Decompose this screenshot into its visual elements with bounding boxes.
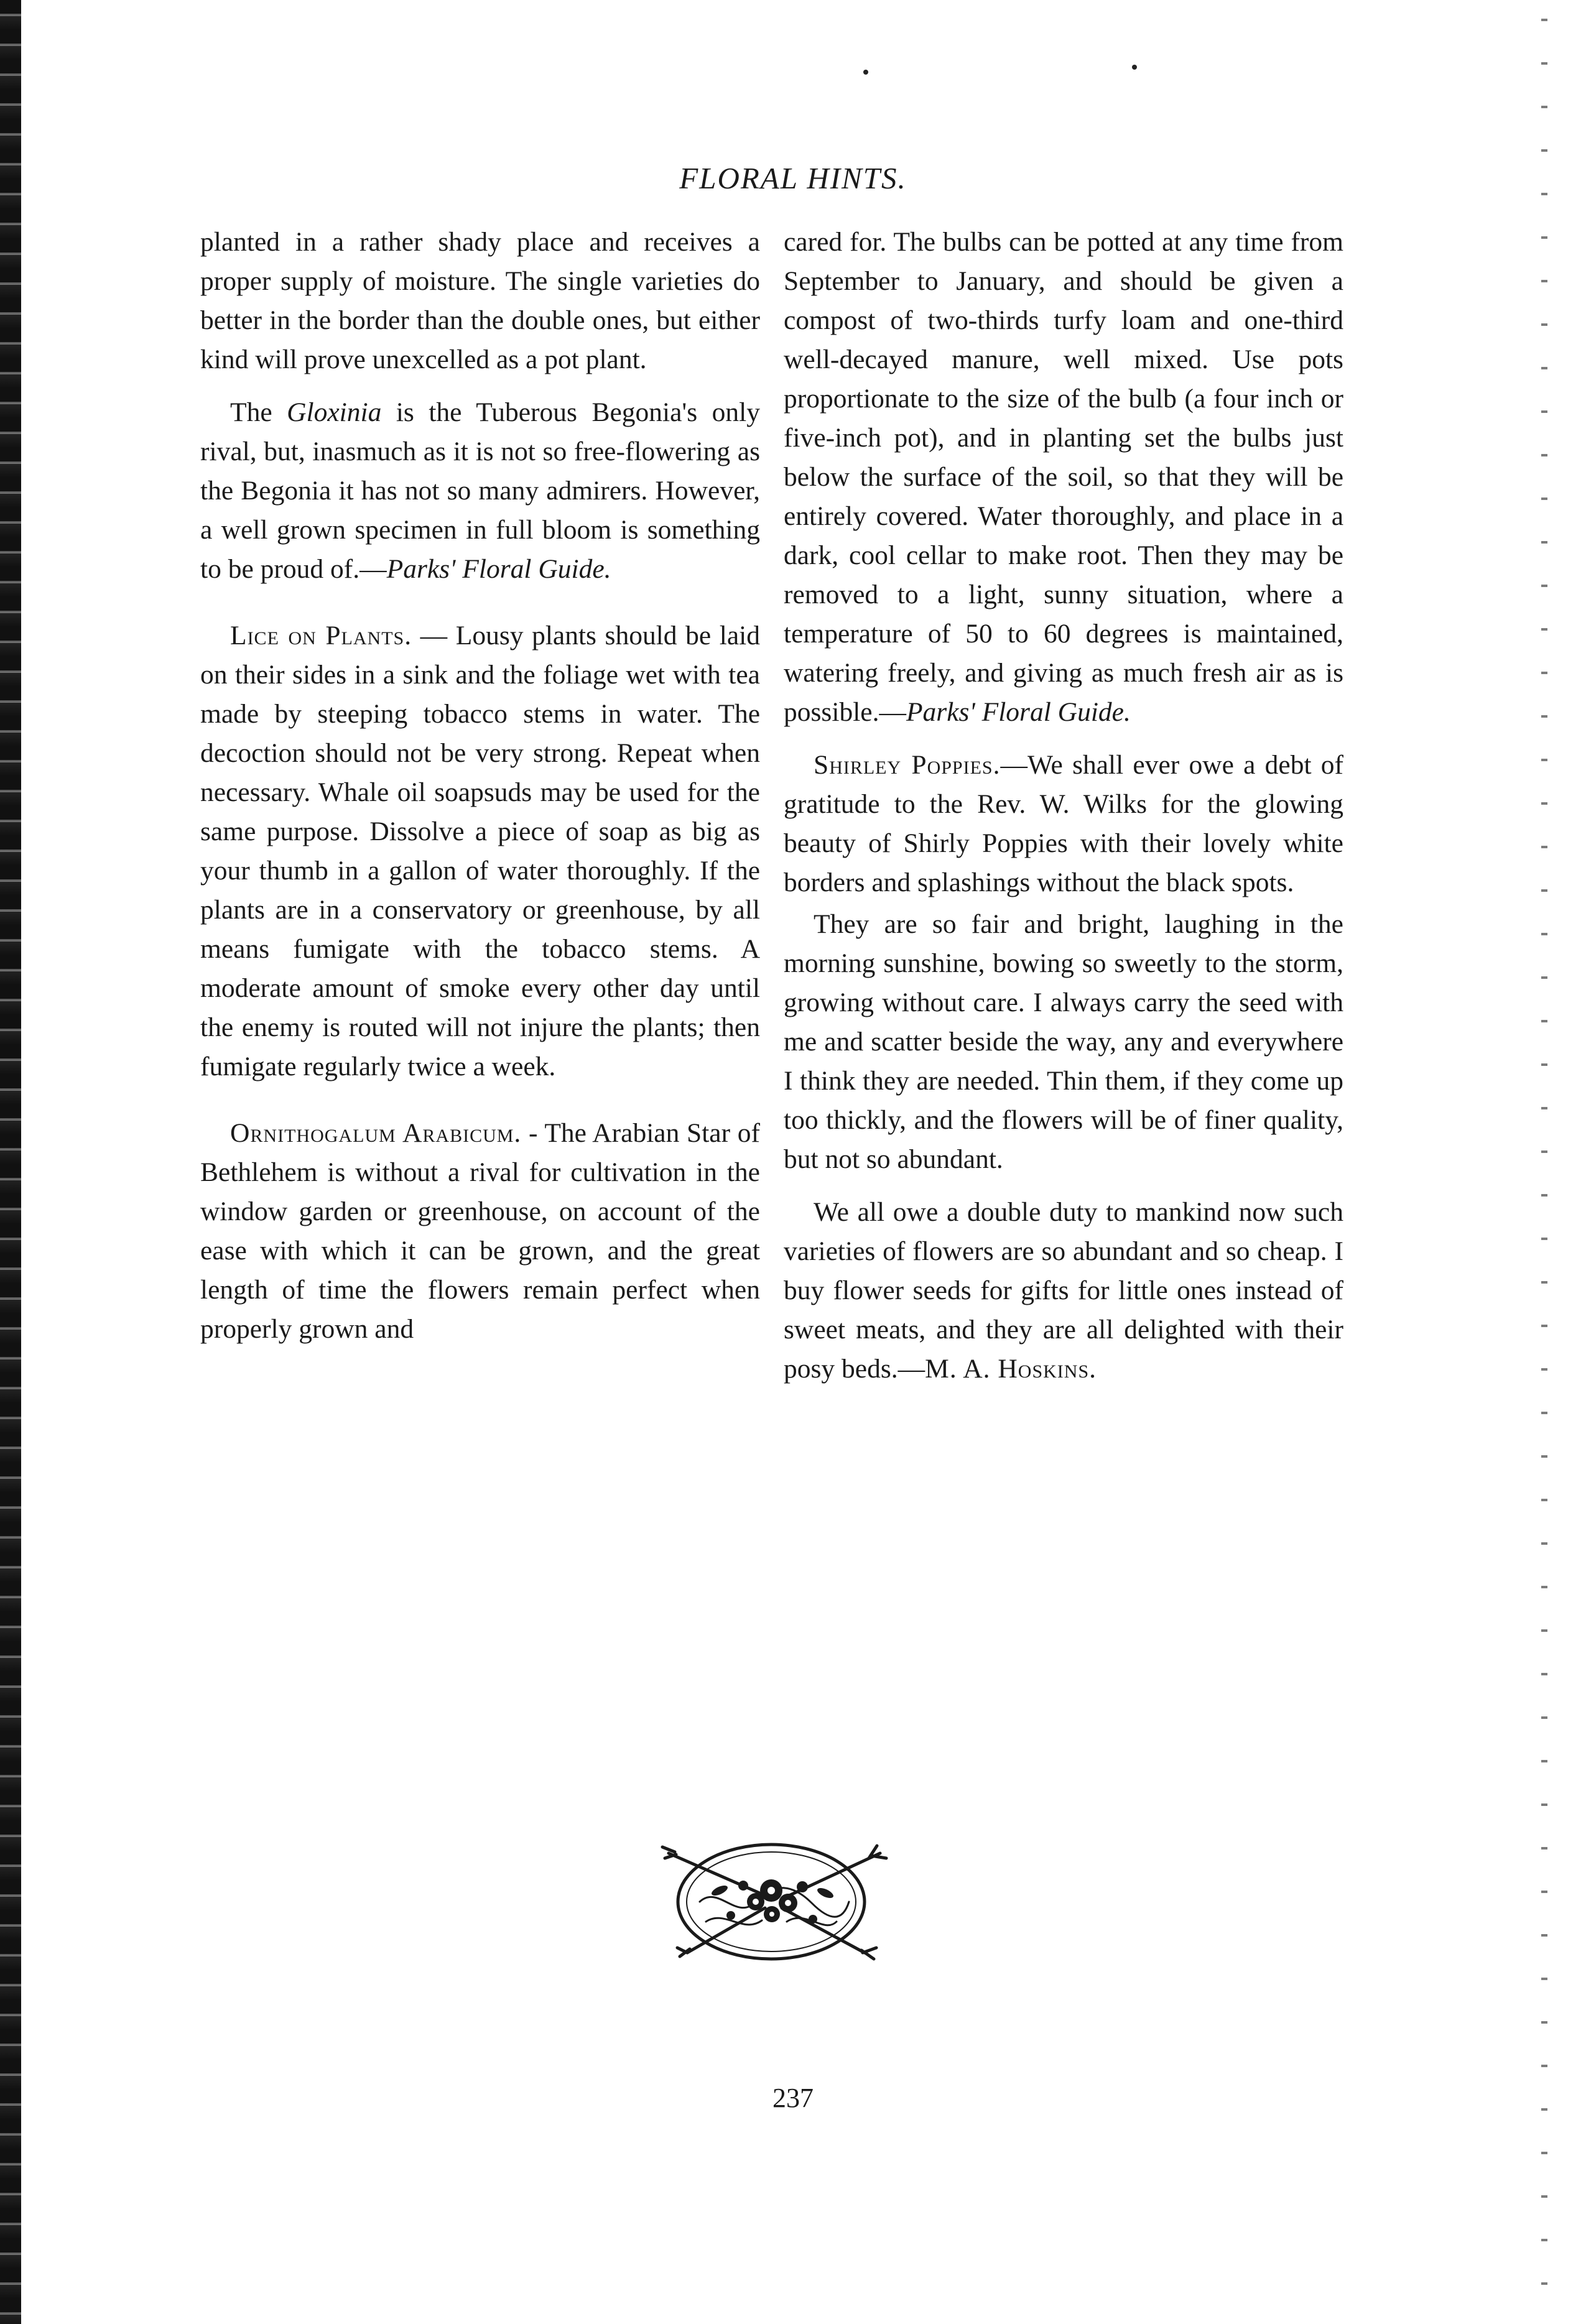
scan-edge-right — [1541, 0, 1547, 2324]
paragraph-lice-on-plants: Lice on Plants. — Lousy plants should be laid on their sides in a sink and the foliage wet with tea made by steeping tobacco stems in water. The decoction should not be very strong. Repeat when necessary. Whale oil soapsuds may be used for the same purpose. Dissolve a piece of soap as big as your thumb in a gallon of water thoroughly. If the plants are in a conservatory or greenhouse, by all means fumigate with the tobacco stems. A moderate amount of smoke every other day until the enemy is routed will not injure the plants; then fumigate regularly twice a week. — [200, 621, 760, 1081]
section-heading-lice: Lice on Plants. — [230, 621, 412, 650]
paragraph-gloxinia: The Gloxinia is the Tuberous Begonia's only rival, but, inasmuch as it is not so free-flowering as the Begonia it has not so many admirers. However, a well grown specimen in full bloom is something to be proud of.—Parks' Floral Guide. — [200, 397, 760, 584]
page-number: 237 — [772, 2083, 814, 2113]
paragraph-bulbs: cared for. The bulbs can be potted at any time from September to January, and should be given a compost of two-thirds turfy loam and one-third well-decayed manure, well mixed. Use pots proportionate to the size of the bulb (a four inch or five-inch pot), and in planting set the bulbs just below the surface of the soil, so that they will be entirely covered. Water thoroughly, and place in a dark, cool cellar to make root. Then they may be removed to a light, sunny situation, where a temperature of 50 to 60 degrees is maintained, watering freely, and giving as much fresh air as is possible.—Parks' Floral Guide. — [784, 227, 1343, 727]
scan-edge-left — [0, 0, 21, 2324]
section-heading-ornithogalum: Ornithogalum Arabicum. — [230, 1118, 522, 1148]
paragraph-ornithogalum: Ornithogalum Arabicum. - The Arabian Star of Bethlehem is without a rival for cultivation in the window garden or greenhouse, on account of the ease with which it can be grown, and the great length of time the flowers remain perfect when properly grown and — [200, 1118, 760, 1344]
paragraph-fair-and-bright: They are so fair and bright, laughing in the morning sunshine, bowing so sweetly to the storm, growing without care. I always carry the seed with me and scatter beside the way, any and everywhere I think they are needed. Thin them, if they come up too thickly, and the flowers will be of finer quality, but not so abundant. — [784, 909, 1343, 1174]
speck-mark — [863, 70, 868, 75]
paragraph-shirley-poppies: Shirley Poppies.—We shall ever owe a debt of gratitude to the Rev. W. Wilks for the glowing beauty of Shirly Poppies with their lovely white borders and splashings without the black spots. — [784, 750, 1343, 897]
floral-vignette-icon — [650, 1828, 893, 1971]
author-signature: M. A. Hoskins. — [925, 1354, 1097, 1384]
paragraph-begonia-continued: planted in a rather shady place and receives a proper supply of moisture. The single varieties do better in the border than the double ones, but either kind will prove unexcelled as a pot plant. — [200, 227, 760, 374]
right-column — [784, 223, 1343, 1402]
running-title: FLORAL HINTS. — [679, 161, 907, 195]
section-heading-shirley-poppies: Shirley Poppies. — [814, 750, 1001, 780]
paragraph-double-duty: We all owe a double duty to mankind now such varieties of flowers are so abundant and so cheap. I buy flower seeds for gifts for little ones instead of sweet meats, and they are all delighted with their posy beds.—M. A. Hoskins. — [784, 1197, 1343, 1384]
speck-mark — [1132, 65, 1137, 70]
gloxinia-term: Gloxinia — [287, 397, 382, 427]
left-column — [200, 223, 760, 1363]
source-citation: Parks' Floral Guide. — [906, 697, 1131, 727]
source-citation: Parks' Floral Guide. — [386, 554, 611, 584]
